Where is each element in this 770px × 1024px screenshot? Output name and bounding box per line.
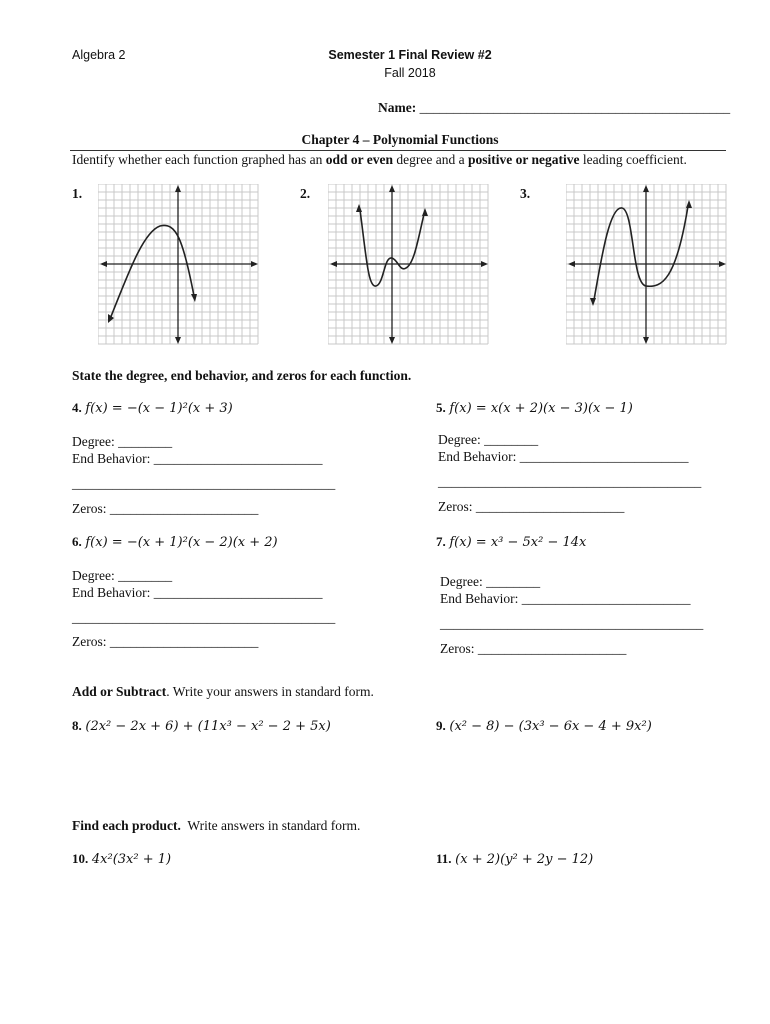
product-heading-rest: Write answers in standard form. (180, 818, 361, 833)
problem-11-number: 11. (436, 851, 452, 866)
graph-3-curve (594, 206, 688, 300)
problem-5-end-line: _______________________________________ (438, 474, 702, 489)
problem-6-number: 6. (72, 534, 82, 549)
instruction-bold-1: odd or even (325, 152, 394, 167)
product-section-heading (72, 818, 360, 834)
graph-2 (328, 184, 490, 346)
problem-5-zeros: Zeros: ______________________ (438, 499, 625, 514)
problem-6-zeros: Zeros: ______________________ (72, 634, 259, 649)
problem-6 (72, 534, 278, 550)
add-section-heading (72, 684, 374, 700)
graph-instructions (72, 152, 712, 168)
problem-4-number: 4. (72, 400, 82, 415)
problem-4-zeros: Zeros: ______________________ (72, 501, 259, 516)
problem-4 (72, 400, 233, 416)
problem-5-end-behavior: End Behavior: _________________________ (438, 449, 689, 464)
instruction-bold-2: positive or negative (468, 152, 580, 167)
chapter-title: Chapter 4 – Polynomial Functions (301, 132, 499, 147)
course-name: Algebra 2 (72, 48, 126, 62)
problem-5 (436, 400, 633, 416)
problem-9 (436, 718, 652, 734)
graph-3 (566, 184, 728, 346)
degree-section-heading: State the degree, end behavior, and zeros for each function. (72, 368, 412, 383)
graph-number-1: 1. (72, 186, 83, 201)
add-heading-bold: Add or Subtract (72, 684, 167, 699)
problem-7-degree: Degree: ________ (440, 574, 541, 589)
chapter-rule (70, 150, 726, 151)
name-label: Name: (378, 100, 417, 115)
problem-8-expression: (2x² − 2x + 6) + (11x³ − x² − 2 + 5x) (85, 719, 331, 734)
name-field (378, 100, 730, 116)
problem-6-end-line: _______________________________________ (72, 610, 336, 625)
problem-10-number: 10. (72, 851, 89, 866)
problem-10-expression: 4x²(3x² + 1) (91, 852, 172, 867)
problem-11 (436, 851, 593, 867)
problem-7-end-line: _______________________________________ (440, 616, 704, 631)
problem-5-degree: Degree: ________ (438, 432, 539, 447)
problem-5-number: 5. (436, 400, 446, 415)
problem-4-end-line: _______________________________________ (72, 476, 336, 491)
graph-1 (98, 184, 260, 346)
problem-6-end-behavior: End Behavior: _________________________ (72, 585, 323, 600)
problem-7-expression: f(x) = x³ − 5x² − 14x (449, 535, 587, 550)
problem-4-expression: f(x) = −(x − 1)²(x + 3) (85, 401, 233, 416)
product-heading-bold: Find each product. (72, 818, 181, 833)
instruction-text-3: leading coefficient. (579, 152, 687, 167)
problem-4-degree: Degree: ________ (72, 434, 173, 449)
name-blank: ______________________________________________ (419, 100, 731, 115)
instruction-text-2: degree and a (393, 152, 469, 167)
worksheet-term: Fall 2018 (384, 66, 436, 80)
problem-8-number: 8. (72, 718, 82, 733)
instruction-text-1: Identify whether each function graphed has an (72, 152, 326, 167)
problem-8 (72, 718, 331, 734)
problem-7 (436, 534, 586, 550)
graph-number-2: 2. (300, 186, 311, 201)
problem-7-end-behavior: End Behavior: _________________________ (440, 591, 691, 606)
problem-7-zeros: Zeros: ______________________ (440, 641, 627, 656)
problem-11-expression: (x + 2)(y² + 2y − 12) (455, 852, 594, 867)
worksheet-title: Semester 1 Final Review #2 (328, 48, 492, 62)
problem-6-degree: Degree: ________ (72, 568, 173, 583)
graph-number-3: 3. (520, 186, 531, 201)
add-heading-rest: . Write your answers in standard form. (166, 684, 374, 699)
problem-5-expression: f(x) = x(x + 2)(x − 3)(x − 1) (449, 401, 633, 416)
problem-6-expression: f(x) = −(x + 1)²(x − 2)(x + 2) (85, 535, 278, 550)
problem-4-end-behavior: End Behavior: _________________________ (72, 451, 323, 466)
problem-9-number: 9. (436, 718, 446, 733)
problem-7-number: 7. (436, 534, 446, 549)
problem-9-expression: (x² − 8) − (3x³ − 6x − 4 + 9x²) (449, 719, 652, 734)
problem-10 (72, 851, 171, 867)
